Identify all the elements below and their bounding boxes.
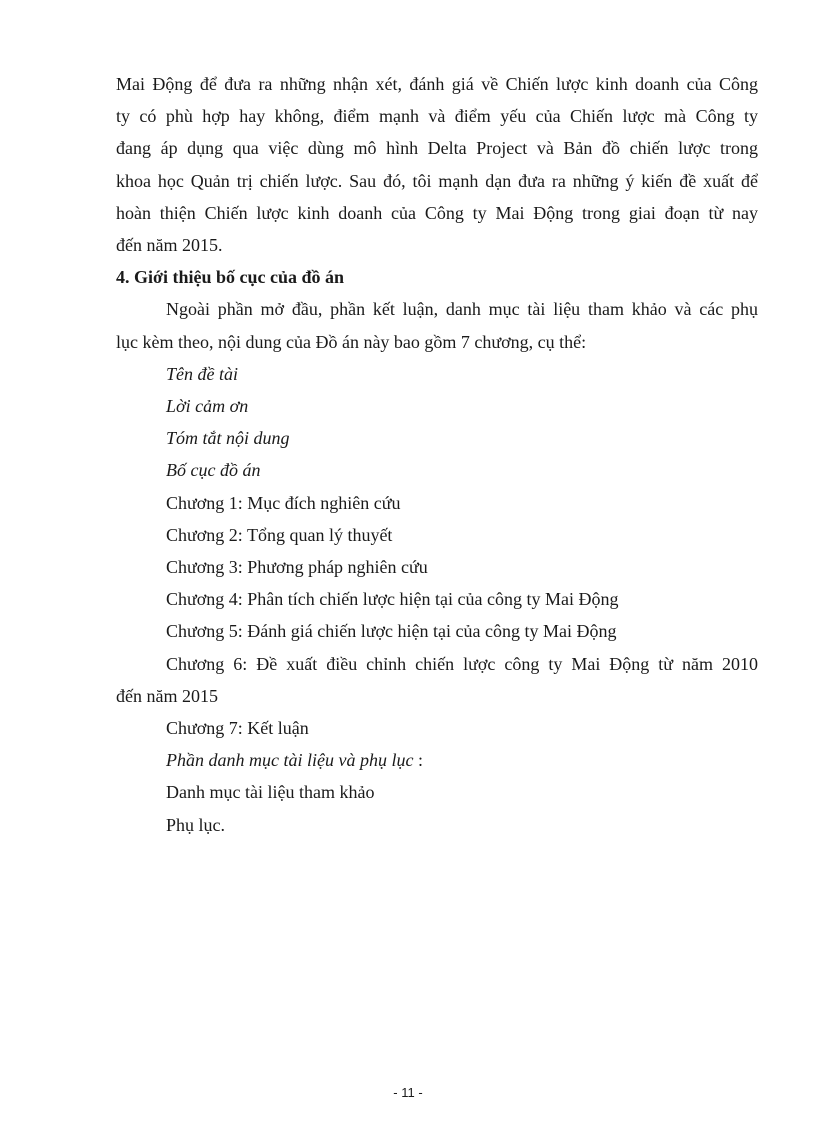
appendix-item: Danh mục tài liệu tham khảo: [166, 782, 375, 803]
outline-front-item: Bố cục đồ án: [166, 460, 261, 481]
chapter-6-line-2: đến năm 2015: [116, 685, 218, 706]
outline-front-item: Tên đề tài: [166, 363, 238, 384]
intro-line-1: Mai Động để đưa ra những nhận xét, đánh giá về Chiến lược kinh doanh của Công: [116, 74, 758, 94]
appendix-colon: :: [413, 750, 423, 771]
intro-line-5: hoàn thiện Chiến lược kinh doanh của Công ty Mai Động trong giai đoạn từ nay: [116, 202, 758, 223]
appendix-item: Phụ lục.: [166, 814, 226, 835]
chapter-item: Chương 5: Đánh giá chiến lược hiện tại của công ty Mai Động: [166, 621, 617, 642]
intro-line-4: khoa học Quản trị chiến lược. Sau đó, tôi mạnh dạn đưa ra những ý kiến đề xuất để: [116, 170, 758, 191]
chapter-item: Chương 4: Phân tích chiến lược hiện tại của công ty Mai Động: [166, 589, 619, 610]
section-intro-line-1: Ngoài phần mở đầu, phần kết luận, danh mục tài liệu tham khảo và các phụ: [166, 299, 758, 320]
chapter-item: Chương 1: Mục đích nghiên cứu: [166, 492, 401, 513]
chapter-item: Chương 2: Tổng quan lý thuyết: [166, 524, 393, 545]
intro-line-3: đang áp dụng qua việc dùng mô hình Delta Project và Bản đồ chiến lược trong: [116, 138, 758, 159]
appendix-heading: Phần danh mục tài liệu và phụ lục: [166, 750, 414, 771]
appendix-heading-line: [116, 744, 758, 776]
outline-front-item: Lời cảm ơn: [166, 396, 249, 417]
intro-line-6: đến năm 2015.: [116, 235, 223, 256]
page-number: - 11 -: [393, 1085, 423, 1100]
section-heading: 4. Giới thiệu bố cục của đồ án: [116, 267, 344, 288]
chapter-6-line-1: Chương 6: Đề xuất điều chỉnh chiến lược công ty Mai Động từ năm 2010: [166, 653, 758, 674]
page-body: [116, 68, 758, 841]
chapter-item: Chương 3: Phương pháp nghiên cứu: [166, 557, 428, 578]
intro-line-2: ty có phù hợp hay không, điểm mạnh và điểm yếu của Chiến lược mà Công ty: [116, 106, 758, 127]
section-intro-line-2: lục kèm theo, nội dung của Đồ án này bao gồm 7 chương, cụ thể:: [116, 331, 587, 352]
outline-front-item: Tóm tắt nội dung: [166, 428, 290, 449]
chapter-7: Chương 7: Kết luận: [166, 718, 309, 739]
